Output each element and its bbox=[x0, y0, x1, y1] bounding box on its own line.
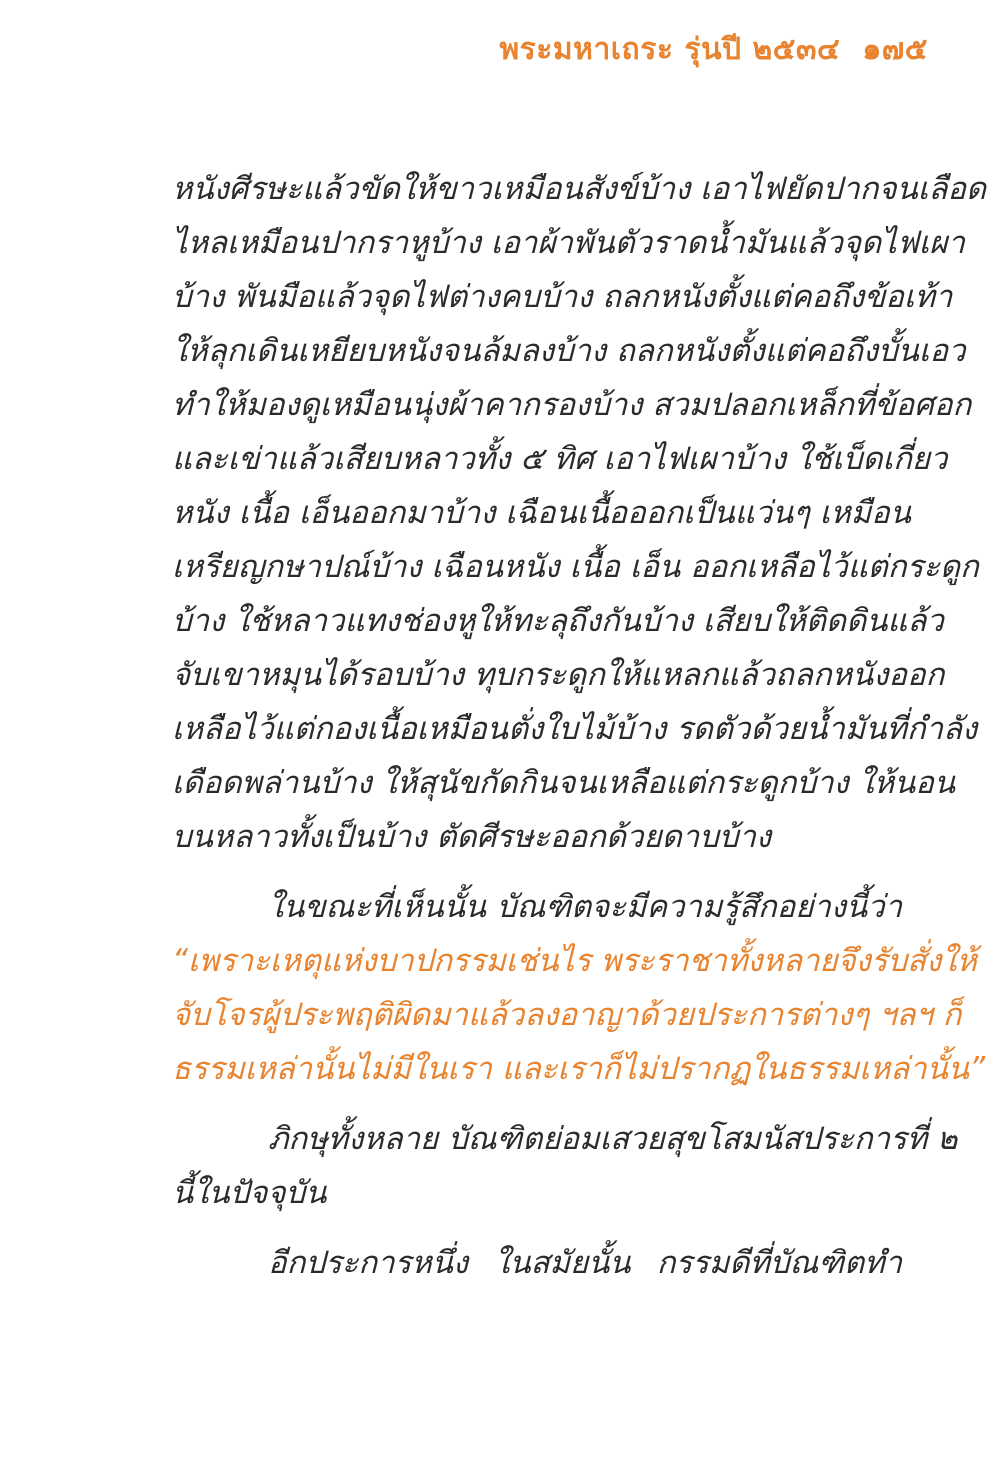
text-line: นี้ในปัจจุบัน bbox=[172, 1175, 327, 1211]
book-title: พระมหาเถระ รุ่นปี ๒๕๓๔ bbox=[499, 32, 841, 67]
text-line: เดือดพล่านบ้าง ให้สุนัขกัดกินจนเหลือแต่กระดูกบ้าง ให้นอน bbox=[172, 765, 956, 801]
text-line: ทำให้มองดูเหมือนนุ่งผ้าคากรองบ้าง สวมปลอกเหล็กที่ข้อศอก bbox=[172, 387, 972, 423]
text-line: อีกประการหนึ่ง ในสมัยนั้น กรรมดีที่บัณฑิตทำ bbox=[268, 1245, 902, 1281]
page-body bbox=[172, 162, 987, 1290]
text-line: หนังศีรษะแล้วขัดให้ขาวเหมือนสังข์บ้าง เอาไฟยัดปากจนเลือด bbox=[172, 171, 987, 207]
text-line: บ้าง ใช้หลาวแทงช่องหูให้ทะลุถึงกันบ้าง เสียบให้ติดดินแล้ว bbox=[172, 603, 944, 639]
text-line: ไหลเหมือนปากราหูบ้าง เอาผ้าพันตัวราดน้ำมันแล้วจุดไฟเผา bbox=[172, 225, 965, 261]
quote-line: “เพราะเหตุแห่งบาปกรรมเช่นไร พระราชาทั้งหลายจึงรับสั่งให้ bbox=[172, 943, 977, 979]
text-line: ให้ลุกเดินเหยียบหนังจนล้มลงบ้าง ถลกหนังตั้งแต่คอถึงบั้นเอว bbox=[172, 333, 966, 369]
paragraph-1 bbox=[172, 162, 987, 864]
text-line: และเข่าแล้วเสียบหลาวทั้ง ๕ ทิศ เอาไฟเผาบ้าง ใช้เบ็ดเกี่ยว bbox=[172, 441, 948, 477]
text-line: เหลือไว้แต่กองเนื้อเหมือนตั่งใบไม้บ้าง รดตัวด้วยน้ำมันที่กำลัง bbox=[172, 711, 978, 747]
text-line: บ้าง พันมือแล้วจุดไฟต่างคบบ้าง ถลกหนังตั้งแต่คอถึงข้อเท้า bbox=[172, 279, 953, 315]
text-line: จับเขาหมุนได้รอบบ้าง ทุบกระดูกให้แหลกแล้วถลกหนังออก bbox=[172, 657, 945, 693]
paragraph-3 bbox=[172, 1112, 958, 1220]
text-line: หนัง เนื้อ เอ็นออกมาบ้าง เฉือนเนื้อออกเป็นแว่นๆ เหมือน bbox=[172, 495, 911, 531]
text-line: ในขณะที่เห็นนั้น บัณฑิตจะมีความรู้สึกอย่างนี้ว่า bbox=[268, 889, 902, 925]
page-number: ๑๗๕ bbox=[862, 32, 928, 67]
text-line: เหรียญกษาปณ์บ้าง เฉือนหนัง เนื้อ เอ็น ออกเหลือไว้แต่กระดูก bbox=[172, 549, 979, 585]
text-line: บนหลาวทั้งเป็นบ้าง ตัดศีรษะออกด้วยดาบบ้าง bbox=[172, 819, 772, 855]
paragraph-4 bbox=[172, 1236, 902, 1290]
quote-line: ธรรมเหล่านั้นไม่มีในเรา และเราก็ไม่ปรากฏในธรรมเหล่านั้น” bbox=[172, 1051, 986, 1087]
running-header bbox=[499, 26, 928, 73]
paragraph-2 bbox=[172, 880, 986, 1096]
text-line: ภิกษุทั้งหลาย บัณฑิตย่อมเสวยสุขโสมนัสประการที่ ๒ bbox=[268, 1121, 958, 1157]
quote-line: จับโจรผู้ประพฤติผิดมาแล้วลงอาญาด้วยประการต่างๆ ฯลฯ ก็ bbox=[172, 997, 962, 1033]
